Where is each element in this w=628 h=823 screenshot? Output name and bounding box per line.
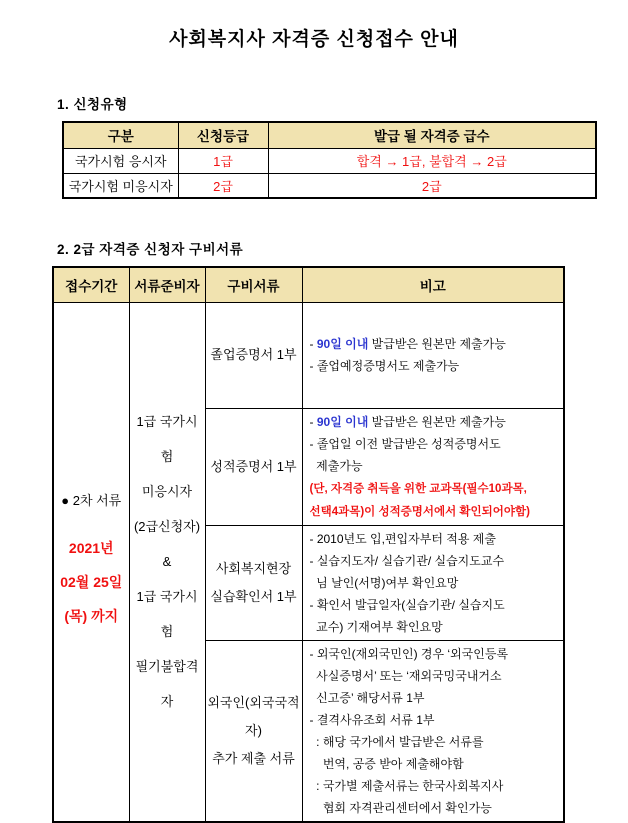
required-documents-row-0 bbox=[53, 302, 564, 408]
remark-segment-red: (단, 자격증 취득을 위한 교과목(필수10과목, bbox=[309, 482, 527, 495]
remark-segment: - 결격사유조회 서류 1부 bbox=[309, 712, 435, 727]
application-type-row-0 bbox=[63, 148, 596, 173]
remark-line-0 bbox=[310, 643, 560, 665]
remark-line-2 bbox=[310, 455, 560, 477]
document-cell bbox=[205, 302, 302, 408]
remark-segment: 발급받은 원본만 제출가능 bbox=[368, 414, 506, 429]
document-name-line-1: 실습확인서 1부 bbox=[210, 588, 297, 604]
remark-line-2 bbox=[310, 687, 560, 709]
remark-line-1 bbox=[310, 665, 560, 687]
remark-segment: - 졸업예정증명서도 제출가능 bbox=[309, 359, 460, 373]
remark-segment: - 실습지도자/ 실습기관/ 실습지도교수 bbox=[309, 553, 505, 568]
remark-line-1 bbox=[310, 355, 560, 377]
remark-line-0 bbox=[310, 411, 560, 433]
remark-segment: 사실증명서’ 또는 ‘재외국밍국내거소 bbox=[309, 668, 502, 683]
remark-line-6 bbox=[310, 775, 560, 797]
remark-line-5 bbox=[310, 753, 560, 775]
preparer-line-5: 필기불합격자 bbox=[135, 659, 199, 709]
preparer-line-3: & bbox=[162, 554, 172, 569]
document-title: 사회복지사 자격증 신청접수 안내 bbox=[169, 29, 459, 50]
remarks-cell bbox=[302, 525, 564, 640]
required-documents-header-cell-0: 접수기간 bbox=[53, 267, 129, 302]
required-documents-table bbox=[52, 266, 565, 823]
document-cell bbox=[205, 640, 302, 822]
deadline-line-1: 02월 25일 bbox=[60, 574, 123, 590]
application-type-row-1 bbox=[63, 173, 596, 198]
document-cell bbox=[205, 525, 302, 640]
remark-segment: : 국가별 제출서류는 한국사회복지사 bbox=[309, 778, 504, 793]
required-documents-header-row bbox=[53, 267, 564, 302]
remark-segment-blue: 90일 이내 bbox=[316, 414, 369, 429]
preparer-line-2: (2급신청자) bbox=[133, 519, 201, 534]
application-type-header-cell-1: 신청등급 bbox=[178, 122, 268, 148]
remark-segment-blue: 90일 이내 bbox=[316, 337, 369, 351]
remarks-cell bbox=[302, 302, 564, 408]
required-documents-header-cell-2: 구비서류 bbox=[205, 267, 302, 302]
remarks-cell bbox=[302, 408, 564, 525]
application-type-table-head bbox=[63, 122, 596, 148]
application-type-table-body bbox=[63, 148, 596, 198]
remark-segment: 번역, 공증 받아 제출해야함 bbox=[309, 756, 464, 771]
remark-line-7 bbox=[310, 797, 560, 819]
deadline-line-0: 2021년 bbox=[68, 540, 114, 556]
remark-line-0 bbox=[310, 333, 560, 355]
remark-segment: : 해당 국가에서 발급받은 서류를 bbox=[309, 734, 484, 749]
remark-line-1 bbox=[310, 433, 560, 455]
application-type-header-row bbox=[63, 122, 596, 148]
reception-deadline bbox=[55, 531, 128, 633]
section2-heading: 2. 2급 자격증 신청자 구비서류 bbox=[57, 242, 244, 257]
remark-line-1 bbox=[310, 550, 560, 572]
category-cell: 국가시험 미응시자 bbox=[63, 173, 178, 198]
remark-line-2 bbox=[310, 572, 560, 594]
document-cell bbox=[205, 408, 302, 525]
remark-line-3 bbox=[310, 594, 560, 616]
application-type-header-cell-2: 발급 될 자격증 급수 bbox=[268, 122, 596, 148]
remark-line-4 bbox=[310, 731, 560, 753]
required-documents-header-cell-3: 비고 bbox=[302, 267, 564, 302]
application-type-table bbox=[62, 121, 597, 199]
remark-segment: 협회 자격관리센터에서 확인가능 bbox=[309, 800, 492, 815]
required-documents-table-head bbox=[53, 267, 564, 302]
application-type-header-cell-0: 구분 bbox=[63, 122, 178, 148]
issued-grade-cell: 2급 bbox=[268, 173, 596, 198]
remark-segment: - bbox=[309, 414, 317, 429]
remarks-cell bbox=[302, 640, 564, 822]
reception-period-cell bbox=[53, 302, 129, 822]
remark-segment: 교수) 기재여부 확인요망 bbox=[309, 619, 443, 634]
grade-cell: 2급 bbox=[178, 173, 268, 198]
document-name-line-1: 추가 제출 서류 bbox=[212, 750, 295, 766]
reception-period-label: ● 2차 서류 bbox=[61, 493, 122, 508]
document-preparer-cell bbox=[129, 302, 205, 822]
remark-segment: - 외국인(재외국민인) 경우 ‘외국인등록 bbox=[309, 646, 509, 661]
document-name-line-0: 외국인(외국국적자) bbox=[207, 694, 300, 738]
issued-grade-cell: 합격 → 1급, 불합격 → 2급 bbox=[268, 148, 596, 173]
preparer-line-4: 1급 국가시험 bbox=[136, 589, 198, 639]
remark-segment: 제출가능 bbox=[309, 458, 363, 473]
deadline-line-2: (목) 까지 bbox=[64, 608, 119, 624]
remark-line-3 bbox=[310, 709, 560, 731]
document-name-line-0: 성적증명서 1부 bbox=[210, 458, 297, 474]
required-documents-header-cell-1: 서류준비자 bbox=[129, 267, 205, 302]
grade-cell: 1급 bbox=[178, 148, 268, 173]
remark-segment: - 졸업일 이전 발급받은 성적증명서도 bbox=[309, 436, 501, 451]
remark-line-4 bbox=[310, 616, 560, 638]
remark-line-4 bbox=[310, 500, 560, 523]
remark-segment: - bbox=[309, 337, 317, 351]
remark-segment: 님 날인(서명)여부 확인요망 bbox=[309, 575, 459, 590]
remark-segment-red: 선택4과목)이 성적증명서에서 확인되어야함) bbox=[309, 505, 530, 518]
category-cell: 국가시험 응시자 bbox=[63, 148, 178, 173]
document-name-line-0: 졸업증명서 1부 bbox=[210, 347, 297, 362]
remark-segment: - 확인서 발급일자(실습기관/ 실습지도 bbox=[309, 597, 505, 612]
preparer-line-0: 1급 국가시험 bbox=[136, 414, 198, 464]
remark-segment: - 2010년도 입,편입자부터 적용 제출 bbox=[309, 531, 496, 546]
preparer-line-1: 미응시자 bbox=[141, 484, 193, 499]
section1-heading: 1. 신청유형 bbox=[57, 97, 128, 112]
required-documents-table-body bbox=[53, 302, 564, 822]
remark-segment: 발급받은 원본만 제출가능 bbox=[368, 337, 506, 351]
remark-line-0 bbox=[310, 528, 560, 550]
remark-line-3 bbox=[310, 477, 560, 500]
document-name-line-0: 사회복지현장 bbox=[215, 560, 292, 576]
remark-segment: 신고증’ 해당서류 1부 bbox=[309, 690, 425, 705]
